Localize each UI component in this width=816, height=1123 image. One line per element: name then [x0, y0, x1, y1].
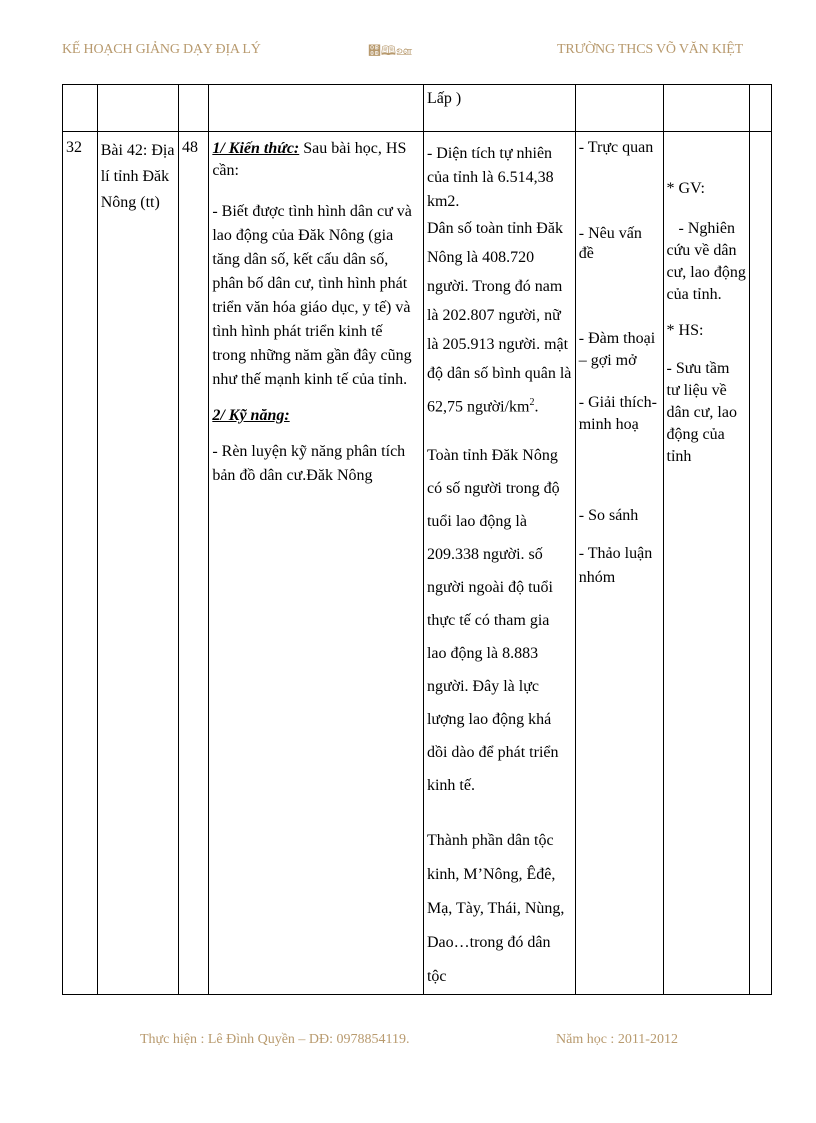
table-row-lesson — [63, 132, 772, 995]
lesson-title: Bài 42: Địa lí tỉnh Đăk Nông (tt) — [100, 142, 175, 211]
cell-empty — [63, 85, 98, 132]
content-population — [427, 214, 572, 421]
student-prep: - Sưu tầm tư liệu về dân cư, lao động của tỉnh — [666, 360, 737, 465]
method-item: - Trực quan — [578, 139, 654, 156]
header-school-name: TRƯỜNG THCS VÕ VĂN KIỆT — [557, 42, 743, 57]
cell-objectives — [209, 132, 424, 995]
content-area: - Diện tích tự nhiên của tỉnh là 6.514,38 km2. — [426, 145, 554, 210]
cell-content-continuation — [423, 85, 575, 132]
method-item: - So sánh — [578, 507, 639, 524]
continuation-text: Lấp ) — [426, 90, 462, 107]
table-row-continuation — [63, 85, 772, 132]
content-population-sup: 2 — [529, 397, 535, 408]
teacher-prep: - Nghiên cứu về dân cư, lao động của tỉnh. — [666, 220, 750, 303]
cell-empty — [97, 85, 178, 132]
knowledge-body: - Biết được tình hình dân cư và lao động của Đăk Nông (gia tăng dân số, kết cấu dân số, phân bố dân cư, tình hình phát triển văn hóa giáo dục, y tế) và tình hình phát triển kinh tế trong những năm gần đây cũng như thế mạnh kinh tế của tỉnh. — [212, 203, 412, 388]
header-ornament: ஋🕮ஊ — [368, 43, 413, 58]
cell-lesson — [97, 132, 178, 995]
cell-content — [423, 132, 575, 995]
cell-week — [63, 132, 98, 995]
cell-empty — [575, 85, 663, 132]
week-number: 32 — [66, 139, 82, 156]
lesson-plan-table — [62, 84, 772, 995]
footer-school-year: Năm học : 2011-2012 — [556, 1032, 678, 1047]
content-population-text: Dân số toàn tỉnh Đăk Nông là 408.720 người. Trong đó nam là 202.807 người, nữ là 205.913 người. mật độ dân số bình quân là 62,75 người/km — [426, 220, 572, 416]
knowledge-intro: Sau bài học, HS cần: — [212, 140, 407, 179]
content-ethnic: Thành phần dân tộc kinh, M’Nông, Êđê, Mạ, Tày, Thái, Nùng, Dao…trong đó dân tộc — [426, 832, 565, 986]
cell-empty — [750, 85, 772, 132]
period-number: 48 — [181, 139, 198, 156]
header-school-subject: KẾ HOẠCH GIẢNG DẠY ĐỊA LÝ — [62, 42, 261, 57]
method-item: - Đàm thoại – gợi mở — [578, 330, 656, 369]
cell-empty — [178, 85, 208, 132]
student-label: * HS: — [666, 322, 704, 339]
method-item: - Thảo luận nhóm — [578, 545, 653, 586]
cell-period — [178, 132, 208, 995]
teacher-label: * GV: — [666, 180, 705, 197]
cell-methods — [575, 132, 663, 995]
method-item: - Giải thích- minh hoạ — [578, 394, 657, 433]
cell-preparation — [663, 132, 750, 995]
cell-empty — [750, 132, 772, 995]
content-population-end: . — [534, 398, 539, 416]
knowledge-heading: 1/ Kiến thức: — [212, 140, 300, 157]
content-labor: Toàn tỉnh Đăk Nông có số người trong độ tuổi lao động là 209.338 người. số người ngoài độ tuổi thực tế có tham gia lao động là 8.883 người. Đây là lực lượng lao động khá dồi dào để phát triển kinh tế. — [426, 447, 560, 795]
skill-body: - Rèn luyện kỹ năng phân tích bản đồ dân cư.Đăk Nông — [212, 443, 406, 484]
footer-author: Thực hiện : Lê Đình Quyền – DĐ: 0978854119. — [140, 1032, 410, 1047]
cell-empty — [663, 85, 750, 132]
method-item: - Nêu vấn đề — [578, 225, 642, 262]
skill-heading: 2/ Kỹ năng: — [212, 407, 290, 424]
cell-empty — [209, 85, 424, 132]
